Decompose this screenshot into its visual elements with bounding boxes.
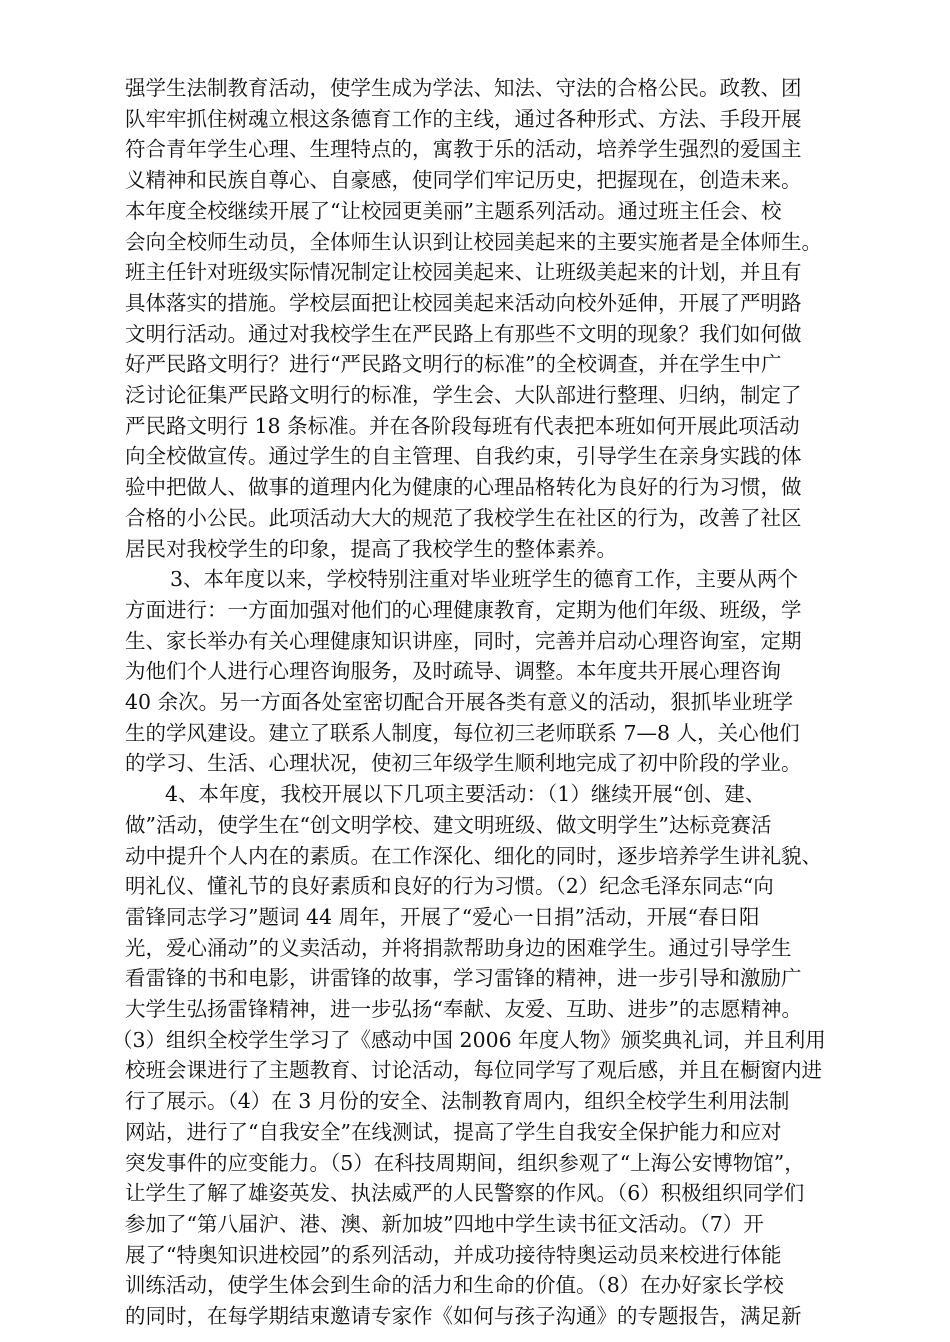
text-line: 验中把做人、做事的道理内化为健康的心理品格转化为良好的行为习惯，做 (125, 475, 802, 499)
text-line: 符合青年学生心理、生理特点的，寓教于乐的活动，培养学生强烈的爱国主 (125, 137, 802, 161)
text-line: 文明行活动。通过对我校学生在严民路上有那些不文明的现象？我们如何做 (125, 322, 802, 346)
text-line: 严民路文明行 18 条标准。并在各阶段每班有代表把本班如何开展此项活动 (125, 414, 800, 438)
text-line: 义精神和民族自尊心、自豪感，使同学们牢记历史，把握现在，创造未来。 (125, 168, 802, 192)
text-line: 强学生法制教育活动，使学生成为学法、知法、守法的合格公民。政教、团 (125, 76, 802, 100)
text-line: 校班会课进行了主题教育、讨论活动，每位同学写了观后感，并且在橱窗内进 (125, 1058, 822, 1082)
text-line: 合格的小公民。此项活动大大的规范了我校学生在社区的行为，改善了社区 (125, 506, 802, 530)
text-line: 3、本年度以来，学校特别注重对毕业班学生的德育工作，主要从两个 (170, 567, 799, 591)
text-line: 动中提升个人内在的素质。在工作深化、细化的同时，逐步培养学生讲礼貌、 (125, 844, 822, 868)
text-line: 向全校做宣传。通过学生的自主管理、自我约束，引导学生在亲身实践的体 (125, 444, 802, 468)
text-line: 班主任针对班级实际情况制定让校园美起来、让班级美起来的计划，并且有 (125, 260, 802, 284)
text-line: 参加了“第八届沪、港、澳、新加坡”四地中学生读书征文活动。（7）开 (125, 1212, 764, 1236)
text-line: 的学习、生活、心理状况，使初三年级学生顺利地完成了初中阶段的学业。 (125, 751, 802, 775)
text-line: 生、家长举办有关心理健康知识讲座，同时，完善并启动心理咨询室，定期 (125, 629, 802, 653)
text-line: 具体落实的措施。学校层面把让校园美起来活动向校外延伸，开展了严明路 (125, 291, 802, 315)
text-line: 网站，进行了“自我安全”在线测试，提高了学生自我安全保护能力和应对 (125, 1120, 782, 1144)
text-line: 泛讨论征集严民路文明行的标准，学生会、大队部进行整理、归纳，制定了 (125, 383, 802, 407)
text-line: 训练活动，使学生体会到生命的活力和生命的价值。（8）在办好家长学校 (125, 1273, 784, 1297)
text-line: 的同时，在每学期结束邀请专家作《如何与孩子沟通》的专题报告，满足新 (125, 1304, 802, 1328)
text-line: 为他们个人进行心理咨询服务，及时疏导、调整。本年度共开展心理咨询 (125, 659, 781, 683)
text-line: （3）组织全校学生学习了《感动中国 2006 年度人物》颁奖典礼词，并且利用 (112, 1028, 826, 1052)
text-line: 会向全校师生动员，全体师生认识到让校园美起来的主要实施者是全体师生。 (125, 230, 822, 254)
text-line: 让学生了解了雄姿英发、执法威严的人民警察的作风。（6）积极组织同学们 (125, 1181, 805, 1205)
text-line: 居民对我校学生的印象，提高了我校学生的整体素养。 (125, 537, 617, 561)
text-line: 队牢牢抓住树魂立根这条德育工作的主线，通过各种形式、方法、手段开展 (125, 107, 802, 131)
text-line: 明礼仪、懂礼节的良好素质和良好的行为习惯。（2）纪念毛泽东同志“向 (125, 874, 774, 898)
text-line: 方面进行：一方面加强对他们的心理健康教育，定期为他们年级、班级，学 (125, 598, 802, 622)
text-line: 光，爱心涌动”的义卖活动，并将捐款帮助身边的困难学生。通过引导学生 (125, 936, 792, 960)
text-line: 做”活动，使学生在“创文明学校、建文明班级、做文明学生”达标竞赛活 (125, 813, 772, 837)
text-line: 40 余次。另一方面各处室密切配合开展各类有意义的活动，狠抓毕业班学 (125, 690, 794, 714)
text-line: 大学生弘扬雷锋精神，进一步弘扬“奉献、友爱、互助、进步”的志愿精神。 (125, 997, 802, 1021)
text-line: 展了“特奥知识进校园”的系列活动，并成功接待特奥运动员来校进行体能 (125, 1243, 782, 1267)
text-line: 突发事件的应变能力。（5）在科技周期间，组织参观了“上海公安博物馆”， (125, 1151, 805, 1175)
text-line: 行了展示。（4）在 3 月份的安全、法制教育周内，组织全校学生利用法制 (125, 1089, 790, 1113)
text-line: 本年度全校继续开展了“让校园更美丽”主题系列活动。通过班主任会、校 (125, 199, 782, 223)
text-line: 生的学风建设。建立了联系人制度，每位初三老师联系 7—8 人，关心他们 (125, 721, 800, 745)
text-line: 4、本年度，我校开展以下几项主要活动：（1）继续开展“创、建、 (165, 782, 766, 806)
text-line: 好严民路文明行？进行“严民路文明行的标准”的全校调查，并在学生中广 (125, 352, 782, 376)
text-line: 看雷锋的书和电影，讲雷锋的故事，学习雷锋的精神，进一步引导和激励广 (125, 966, 802, 990)
text-line: 雷锋同志学习”题词 44 周年，开展了“爱心一日捐”活动，开展“春日阳 (125, 905, 760, 929)
